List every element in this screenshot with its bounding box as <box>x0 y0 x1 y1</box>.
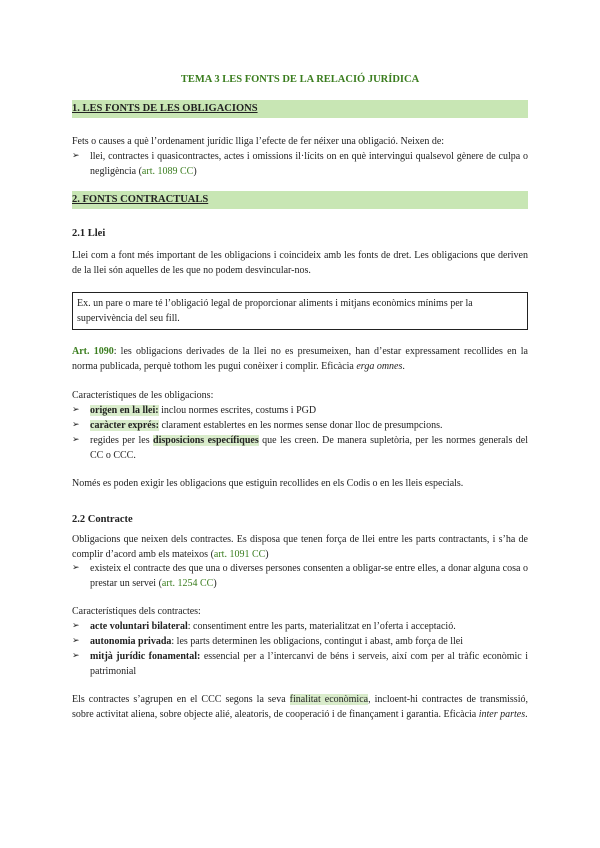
characteristics-title: Característiques dels contractes: <box>72 606 201 617</box>
arrow-bullet-icon: ➢ <box>72 151 80 161</box>
arrow-bullet-icon: ➢ <box>72 621 80 631</box>
arrow-bullet-icon: ➢ <box>72 563 80 573</box>
list-item: ➢ acte voluntari bilateral: consentiment entre les parts, materialitzat en l’oferta i acceptació. <box>72 621 456 632</box>
section-1-intro: Fets o causes a què l’ordenament jurídic lliga l’efecte de fer néixer una obligació. Neixen de: <box>72 136 445 147</box>
list-item: ➢ autonomia privada: les parts determinen les obligacions, contingut i abast, amb força de llei <box>72 636 463 647</box>
list-item: ➢ mitjà jurídic fonamental: essencial per a l’intercanvi de béns i serveis, així com per al tràfic econòmic i patrimonial <box>72 651 528 677</box>
article-reference: art. 1254 CC <box>161 578 214 589</box>
arrow-bullet-icon: ➢ <box>72 435 80 445</box>
example-box: Ex. un pare o mare té l’obligació legal de proporcionar aliments i mitjans econòmics mínims per la supervivència del seu fill. <box>72 292 528 330</box>
arrow-bullet-icon: ➢ <box>72 636 80 646</box>
article-reference: art. 1089 CC <box>141 166 194 177</box>
characteristics-title: Característiques de les obligacions: <box>72 390 214 401</box>
list-item: ➢ llei, contractes i quasicontractes, actes i omissions il·lícits on en què intervingui qualsevol gènere de culpa o negligència (art. 1089 CC) <box>72 151 528 177</box>
paragraph: Només es poden exigir les obligacions que estiguin recollides en els Codis o en les lleis especials. <box>72 478 464 489</box>
article-reference: Art. 1090 <box>72 346 114 357</box>
arrow-bullet-icon: ➢ <box>72 420 80 430</box>
section-1-heading: 1. LES FONTS DE LES OBLIGACIONS <box>72 100 528 118</box>
list-item: ➢ caràcter exprés: clarament establertes en les normes sense donar lloc de presumpcions. <box>72 420 443 431</box>
list-item: ➢ existeix el contracte des que una o diverses persones consenten a obligar-se entre elles, a donar alguna cosa o prestar un servei (art. 1254 CC) <box>72 563 528 589</box>
final-paragraph: Els contractes s’agrupen en el CCC segons la seva finalitat econòmica, incloent-hi contractes de transmissió, sobre activitat aliena, sobre objecte alié, aleatoris, de cooperació i de finançament i garantia. Eficàcia inter partes. <box>72 694 528 720</box>
document-title: TEMA 3 LES FONTS DE LA RELACIÓ JURÍDICA <box>180 74 420 85</box>
paragraph: Llei com a font més important de les obligacions i coincideix amb les fonts de dret. Les obligacions que deriven de la llei són aquelles de les que no podem desvincular-nos. <box>72 250 528 276</box>
arrow-bullet-icon: ➢ <box>72 405 80 415</box>
article-reference: art. 1091 CC <box>213 549 266 560</box>
subsection-heading-llei: 2.1 Llei <box>72 228 106 239</box>
list-item: ➢ origen en la llei: inclou normes escrites, costums i PGD <box>72 405 317 416</box>
paragraph: Obligacions que neixen dels contractes. Es disposa que tenen força de llei entre les parts contractants, i s’ha de complir d’acord amb els mateixos (art. 1091 CC) <box>72 534 528 560</box>
arrow-bullet-icon: ➢ <box>72 651 80 661</box>
article-1090-paragraph: Art. 1090: les obligacions derivades de la llei no es presumeixen, han d’estar expressament recollides en la norma publicada, perquè tothom les pugui conèixer i complir. Eficàcia erga omnes. <box>72 346 528 372</box>
list-item: ➢ regides per les disposicions específiques que les creen. De manera supletòria, per les normes generals del CC o CCC. <box>72 435 528 461</box>
section-2-heading: 2. FONTS CONTRACTUALS <box>72 191 528 209</box>
subsection-heading-contracte: 2.2 Contracte <box>72 514 133 525</box>
